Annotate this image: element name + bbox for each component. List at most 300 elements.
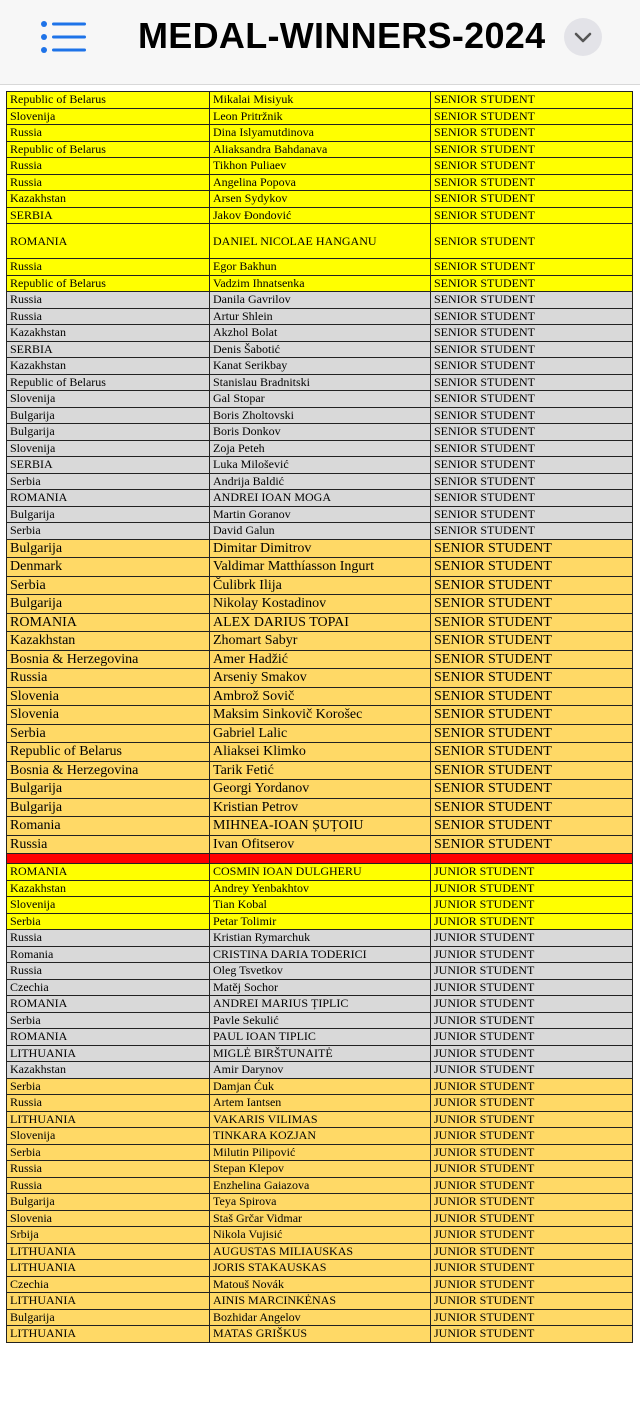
category-cell[interactable]: JUNIOR STUDENT [431,1062,633,1079]
name-cell[interactable]: Stepan Klepov [210,1161,431,1178]
table-row [7,780,633,799]
table-row [7,141,633,158]
name-cell[interactable]: Zhomart Sabyr [210,632,431,651]
name-cell[interactable]: MATAS GRIŠKUS [210,1326,431,1343]
category-cell[interactable]: SENIOR STUDENT [431,473,633,490]
name-cell[interactable]: Petar Tolimir [210,913,431,930]
table-row [7,650,633,669]
title-dropdown-button[interactable] [564,18,602,56]
table-row [7,1095,633,1112]
table-row [7,407,633,424]
country-cell[interactable]: Czechia [7,979,210,996]
name-cell[interactable]: Boris Zholtovski [210,407,431,424]
table-row [7,576,633,595]
country-cell[interactable]: Russia [7,125,210,142]
country-cell[interactable]: Slovenija [7,440,210,457]
table-row [7,224,633,259]
name-cell[interactable]: Georgi Yordanov [210,780,431,799]
table-row [7,1128,633,1145]
country-cell[interactable]: Serbia [7,576,210,595]
name-cell[interactable]: Aliaksei Klimko [210,743,431,762]
name-cell[interactable]: Tarik Fetić [210,761,431,780]
country-cell[interactable]: Slovenija [7,108,210,125]
country-cell[interactable]: Srbija [7,1227,210,1244]
country-cell[interactable]: ROMANIA [7,490,210,507]
name-cell[interactable]: Dina Islyamutdinova [210,125,431,142]
name-cell[interactable]: Pavle Sekulić [210,1012,431,1029]
category-cell[interactable]: JUNIOR STUDENT [431,1326,633,1343]
table-row [7,669,633,688]
category-cell[interactable]: SENIOR STUDENT [431,424,633,441]
table-row [7,325,633,342]
table-row [7,539,633,558]
country-cell[interactable]: Russia [7,835,210,854]
name-cell[interactable]: Jakov Đondović [210,207,431,224]
table-row [7,996,633,1013]
table-row [7,506,633,523]
table-row [7,1194,633,1211]
country-cell[interactable]: ROMANIA [7,1029,210,1046]
country-cell[interactable]: Bosnia & Herzegovina [7,650,210,669]
category-cell[interactable]: SENIOR STUDENT [431,158,633,175]
country-cell[interactable]: LITHUANIA [7,1243,210,1260]
category-cell[interactable]: JUNIOR STUDENT [431,1309,633,1326]
name-cell[interactable]: Arsen Sydykov [210,191,431,208]
name-cell[interactable]: ANDREI IOAN MOGA [210,490,431,507]
country-cell[interactable]: Romania [7,817,210,836]
country-cell[interactable]: Serbia [7,724,210,743]
list-icon[interactable] [40,20,88,54]
name-cell[interactable]: JORIS STAKAUSKAS [210,1260,431,1277]
name-cell[interactable] [210,854,431,864]
country-cell[interactable]: SERBIA [7,207,210,224]
name-cell[interactable]: Arseniy Smakov [210,669,431,688]
country-cell[interactable]: Russia [7,1177,210,1194]
table-row [7,1210,633,1227]
table-row [7,1078,633,1095]
name-cell[interactable]: Gabriel Lalic [210,724,431,743]
table-row [7,440,633,457]
table-row [7,191,633,208]
country-cell[interactable]: Bulgarija [7,424,210,441]
country-cell[interactable]: Slovenija [7,897,210,914]
country-cell[interactable]: Slovenija [7,391,210,408]
category-cell[interactable]: SENIOR STUDENT [431,613,633,632]
country-cell[interactable]: Kazakhstan [7,1062,210,1079]
table-row [7,558,633,577]
category-cell[interactable]: SENIOR STUDENT [431,761,633,780]
country-cell[interactable] [7,854,210,864]
name-cell[interactable]: Bozhidar Angelov [210,1309,431,1326]
category-cell[interactable]: SENIOR STUDENT [431,92,633,109]
name-cell[interactable]: Nikola Vujisić [210,1227,431,1244]
name-cell[interactable]: Maksim Sinkovič Korošec [210,706,431,725]
category-cell[interactable]: SENIOR STUDENT [431,224,633,259]
table-row [7,125,633,142]
table-row [7,374,633,391]
name-cell[interactable]: Ambrož Sovič [210,687,431,706]
table-row [7,292,633,309]
table-row [7,687,633,706]
category-cell[interactable]: SENIOR STUDENT [431,650,633,669]
country-cell[interactable]: Serbia [7,1144,210,1161]
table-row [7,158,633,175]
category-cell[interactable]: JUNIOR STUDENT [431,946,633,963]
country-cell[interactable]: Serbia [7,1012,210,1029]
category-cell[interactable]: JUNIOR STUDENT [431,1210,633,1227]
name-cell[interactable]: COSMIN IOAN DULGHERU [210,864,431,881]
table-row [7,308,633,325]
name-cell[interactable]: Matouš Novák [210,1276,431,1293]
category-cell[interactable]: SENIOR STUDENT [431,325,633,342]
table-row [7,174,633,191]
medal-table [6,91,633,1343]
category-cell[interactable]: JUNIOR STUDENT [431,1260,633,1277]
category-cell[interactable]: SENIOR STUDENT [431,595,633,614]
name-cell[interactable]: CRISTINA DARIA TODERICI [210,946,431,963]
spreadsheet [6,91,632,1343]
country-cell[interactable]: Republic of Belarus [7,374,210,391]
name-cell[interactable]: Kristian Petrov [210,798,431,817]
name-cell[interactable]: Artur Shlein [210,308,431,325]
category-cell[interactable]: SENIOR STUDENT [431,523,633,540]
table-row [7,743,633,762]
country-cell[interactable]: Serbia [7,913,210,930]
country-cell[interactable]: LITHUANIA [7,1045,210,1062]
table-row [7,595,633,614]
country-cell[interactable]: ROMANIA [7,864,210,881]
table-row [7,1293,633,1310]
name-cell[interactable]: Tian Kobal [210,897,431,914]
category-cell[interactable]: SENIOR STUDENT [431,191,633,208]
table-row [7,259,633,276]
category-cell[interactable]: SENIOR STUDENT [431,539,633,558]
category-cell[interactable]: JUNIOR STUDENT [431,996,633,1013]
table-row [7,1326,633,1343]
category-cell[interactable]: SENIOR STUDENT [431,174,633,191]
category-cell[interactable]: SENIOR STUDENT [431,358,633,375]
category-cell[interactable]: JUNIOR STUDENT [431,1293,633,1310]
table-row [7,1309,633,1326]
name-cell[interactable]: ALEX DARIUS TOPAI [210,613,431,632]
category-cell[interactable]: SENIOR STUDENT [431,341,633,358]
name-cell[interactable]: AINIS MARCINKĖNAS [210,1293,431,1310]
category-cell[interactable]: JUNIOR STUDENT [431,1045,633,1062]
category-cell[interactable]: JUNIOR STUDENT [431,1243,633,1260]
name-cell[interactable]: Andrey Yenbakhtov [210,880,431,897]
country-cell[interactable]: Russia [7,308,210,325]
country-cell[interactable]: Kazakhstan [7,880,210,897]
table-row [7,1045,633,1062]
country-cell[interactable]: SERBIA [7,341,210,358]
category-cell[interactable]: JUNIOR STUDENT [431,1111,633,1128]
category-cell[interactable]: SENIOR STUDENT [431,669,633,688]
name-cell[interactable]: ANDREI MARIUS ȚIPLIC [210,996,431,1013]
category-cell[interactable]: JUNIOR STUDENT [431,1194,633,1211]
country-cell[interactable]: Bulgarija [7,798,210,817]
table-row [7,1062,633,1079]
country-cell[interactable]: Slovenija [7,1128,210,1145]
name-cell[interactable]: Gal Stopar [210,391,431,408]
country-cell[interactable]: ROMANIA [7,224,210,259]
country-cell[interactable]: Denmark [7,558,210,577]
table-row [7,724,633,743]
category-cell[interactable]: SENIOR STUDENT [431,632,633,651]
category-cell[interactable]: SENIOR STUDENT [431,125,633,142]
table-body [7,92,633,1343]
table-row [7,358,633,375]
name-cell[interactable]: MIGLĖ BIRŠTUNAITĖ [210,1045,431,1062]
category-cell[interactable]: JUNIOR STUDENT [431,1128,633,1145]
table-row [7,207,633,224]
category-cell[interactable]: JUNIOR STUDENT [431,897,633,914]
name-cell[interactable]: Amer Hadžić [210,650,431,669]
table-row [7,473,633,490]
category-cell[interactable]: JUNIOR STUDENT [431,1095,633,1112]
category-cell[interactable]: JUNIOR STUDENT [431,864,633,881]
name-cell[interactable]: Kristian Rymarchuk [210,930,431,947]
name-cell[interactable]: Artem Iantsen [210,1095,431,1112]
name-cell[interactable]: Matěj Sochor [210,979,431,996]
category-cell[interactable]: SENIOR STUDENT [431,207,633,224]
table-row [7,1227,633,1244]
name-cell[interactable]: Zoja Peteh [210,440,431,457]
table-row [7,897,633,914]
category-cell[interactable]: JUNIOR STUDENT [431,1144,633,1161]
chevron-down-icon [573,28,593,46]
country-cell[interactable]: Czechia [7,1276,210,1293]
category-cell[interactable]: JUNIOR STUDENT [431,963,633,980]
country-cell[interactable]: Russia [7,259,210,276]
category-cell[interactable]: SENIOR STUDENT [431,440,633,457]
table-row [7,1029,633,1046]
name-cell[interactable]: Andrija Baldić [210,473,431,490]
country-cell[interactable]: SERBIA [7,457,210,474]
category-cell[interactable]: SENIOR STUDENT [431,576,633,595]
country-cell[interactable]: Bulgarija [7,1194,210,1211]
category-cell[interactable]: JUNIOR STUDENT [431,1227,633,1244]
table-row [7,108,633,125]
country-cell[interactable]: Bulgarija [7,595,210,614]
country-cell[interactable]: Kazakhstan [7,325,210,342]
country-cell[interactable]: Russia [7,158,210,175]
table-row [7,963,633,980]
name-cell[interactable]: Oleg Tsvetkov [210,963,431,980]
category-cell[interactable]: SENIOR STUDENT [431,798,633,817]
name-cell[interactable]: MIHNEA-IOAN ȘUȚOIU [210,817,431,836]
name-cell[interactable]: Enzhelina Gaiazova [210,1177,431,1194]
country-cell[interactable]: Russia [7,1161,210,1178]
country-cell[interactable]: Slovenia [7,706,210,725]
name-cell[interactable]: Martin Goranov [210,506,431,523]
name-cell[interactable]: Damjan Ćuk [210,1078,431,1095]
name-cell[interactable]: Stanislau Bradnitski [210,374,431,391]
country-cell[interactable]: Kazakhstan [7,358,210,375]
country-cell[interactable]: LITHUANIA [7,1111,210,1128]
table-row [7,523,633,540]
table-row [7,979,633,996]
category-cell[interactable] [431,854,633,864]
country-cell[interactable]: Russia [7,930,210,947]
name-cell[interactable]: Akzhol Bolat [210,325,431,342]
name-cell[interactable]: Vadzim Ihnatsenka [210,275,431,292]
country-cell[interactable]: Slovenia [7,687,210,706]
category-cell[interactable]: SENIOR STUDENT [431,292,633,309]
category-cell[interactable]: JUNIOR STUDENT [431,979,633,996]
table-row [7,424,633,441]
name-cell[interactable]: Danila Gavrilov [210,292,431,309]
table-row [7,864,633,881]
table-row [7,835,633,854]
country-cell[interactable]: Serbia [7,1078,210,1095]
name-cell[interactable]: Dimitar Dimitrov [210,539,431,558]
name-cell[interactable]: Nikolay Kostadinov [210,595,431,614]
table-row [7,1243,633,1260]
name-cell[interactable]: Luka Milošević [210,457,431,474]
name-cell[interactable]: Amir Darynov [210,1062,431,1079]
name-cell[interactable]: Mikalai Misiyuk [210,92,431,109]
country-cell[interactable]: LITHUANIA [7,1293,210,1310]
country-cell[interactable]: ROMANIA [7,996,210,1013]
name-cell[interactable]: Čulibrk Ilija [210,576,431,595]
country-cell[interactable]: Republic of Belarus [7,141,210,158]
name-cell[interactable]: DANIEL NICOLAE HANGANU [210,224,431,259]
country-cell[interactable]: Russia [7,174,210,191]
table-row [7,92,633,109]
table-row [7,1260,633,1277]
name-cell[interactable]: David Galun [210,523,431,540]
category-cell[interactable]: JUNIOR STUDENT [431,930,633,947]
category-cell[interactable]: JUNIOR STUDENT [431,913,633,930]
category-cell[interactable]: JUNIOR STUDENT [431,1276,633,1293]
category-cell[interactable]: SENIOR STUDENT [431,558,633,577]
name-cell[interactable]: Boris Donkov [210,424,431,441]
category-cell[interactable]: SENIOR STUDENT [431,407,633,424]
table-row [7,275,633,292]
country-cell[interactable]: Bulgarija [7,780,210,799]
country-cell[interactable]: Serbia [7,473,210,490]
section-separator [7,854,633,864]
category-cell[interactable]: SENIOR STUDENT [431,780,633,799]
table-row [7,1012,633,1029]
name-cell[interactable]: Teya Spirova [210,1194,431,1211]
name-cell[interactable]: Valdimar Matthíasson Ingurt [210,558,431,577]
table-row [7,457,633,474]
country-cell[interactable]: Kazakhstan [7,632,210,651]
name-cell[interactable]: Tikhon Puliaev [210,158,431,175]
name-cell[interactable]: Angelina Popova [210,174,431,191]
table-row [7,1144,633,1161]
table-row [7,391,633,408]
table-row [7,817,633,836]
country-cell[interactable]: Bulgarija [7,407,210,424]
country-cell[interactable]: Bulgarija [7,539,210,558]
table-row [7,913,633,930]
category-cell[interactable]: SENIOR STUDENT [431,259,633,276]
name-cell[interactable]: TINKARA KOZJAN [210,1128,431,1145]
country-cell[interactable]: Bulgarija [7,506,210,523]
country-cell[interactable]: Bulgarija [7,1309,210,1326]
category-cell[interactable]: SENIOR STUDENT [431,391,633,408]
category-cell[interactable]: SENIOR STUDENT [431,506,633,523]
category-cell[interactable]: JUNIOR STUDENT [431,1161,633,1178]
category-cell[interactable]: SENIOR STUDENT [431,374,633,391]
table-row [7,1161,633,1178]
table-row [7,632,633,651]
name-cell[interactable]: Kanat Serikbay [210,358,431,375]
category-cell[interactable]: SENIOR STUDENT [431,141,633,158]
country-cell[interactable]: Kazakhstan [7,191,210,208]
table-row [7,880,633,897]
name-cell[interactable]: Egor Bakhun [210,259,431,276]
app-header [0,0,640,85]
name-cell[interactable]: Leon Pritržnik [210,108,431,125]
category-cell[interactable]: JUNIOR STUDENT [431,1078,633,1095]
country-cell[interactable]: Republic of Belarus [7,92,210,109]
table-row [7,1177,633,1194]
country-cell[interactable]: Bosnia & Herzegovina [7,761,210,780]
country-cell[interactable]: Slovenia [7,1210,210,1227]
name-cell[interactable]: Ivan Ofitserov [210,835,431,854]
table-row [7,613,633,632]
category-cell[interactable]: SENIOR STUDENT [431,817,633,836]
table-row [7,706,633,725]
category-cell[interactable]: JUNIOR STUDENT [431,1029,633,1046]
table-row [7,798,633,817]
country-cell[interactable]: Republic of Belarus [7,275,210,292]
category-cell[interactable]: SENIOR STUDENT [431,275,633,292]
category-cell[interactable]: SENIOR STUDENT [431,687,633,706]
table-row [7,1276,633,1293]
country-cell[interactable]: Romania [7,946,210,963]
table-row [7,490,633,507]
name-cell[interactable]: VAKARIS VILIMAS [210,1111,431,1128]
country-cell[interactable]: Russia [7,669,210,688]
category-cell[interactable]: SENIOR STUDENT [431,457,633,474]
name-cell[interactable]: Denis Šabotić [210,341,431,358]
table-row [7,761,633,780]
country-cell[interactable]: Russia [7,292,210,309]
page-title: MEDAL-WINNERS-2024 [138,15,546,56]
country-cell[interactable]: Russia [7,1095,210,1112]
name-cell[interactable]: Milutin Pilipović [210,1144,431,1161]
table-row [7,341,633,358]
name-cell[interactable]: AUGUSTAS MILIAUSKAS [210,1243,431,1260]
name-cell[interactable]: PAUL IOAN TIPLIC [210,1029,431,1046]
category-cell[interactable]: SENIOR STUDENT [431,308,633,325]
country-cell[interactable]: Republic of Belarus [7,743,210,762]
category-cell[interactable]: JUNIOR STUDENT [431,1177,633,1194]
category-cell[interactable]: JUNIOR STUDENT [431,880,633,897]
table-row [7,1111,633,1128]
category-cell[interactable]: SENIOR STUDENT [431,743,633,762]
category-cell[interactable]: SENIOR STUDENT [431,835,633,854]
category-cell[interactable]: SENIOR STUDENT [431,706,633,725]
name-cell[interactable]: Aliaksandra Bahdanava [210,141,431,158]
table-row [7,930,633,947]
name-cell[interactable]: Staš Grčar Vidmar [210,1210,431,1227]
category-cell[interactable]: SENIOR STUDENT [431,490,633,507]
country-cell[interactable]: Serbia [7,523,210,540]
category-cell[interactable]: SENIOR STUDENT [431,108,633,125]
country-cell[interactable]: LITHUANIA [7,1326,210,1343]
country-cell[interactable]: Russia [7,963,210,980]
country-cell[interactable]: LITHUANIA [7,1260,210,1277]
country-cell[interactable]: ROMANIA [7,613,210,632]
category-cell[interactable]: SENIOR STUDENT [431,724,633,743]
table-row [7,946,633,963]
category-cell[interactable]: JUNIOR STUDENT [431,1012,633,1029]
